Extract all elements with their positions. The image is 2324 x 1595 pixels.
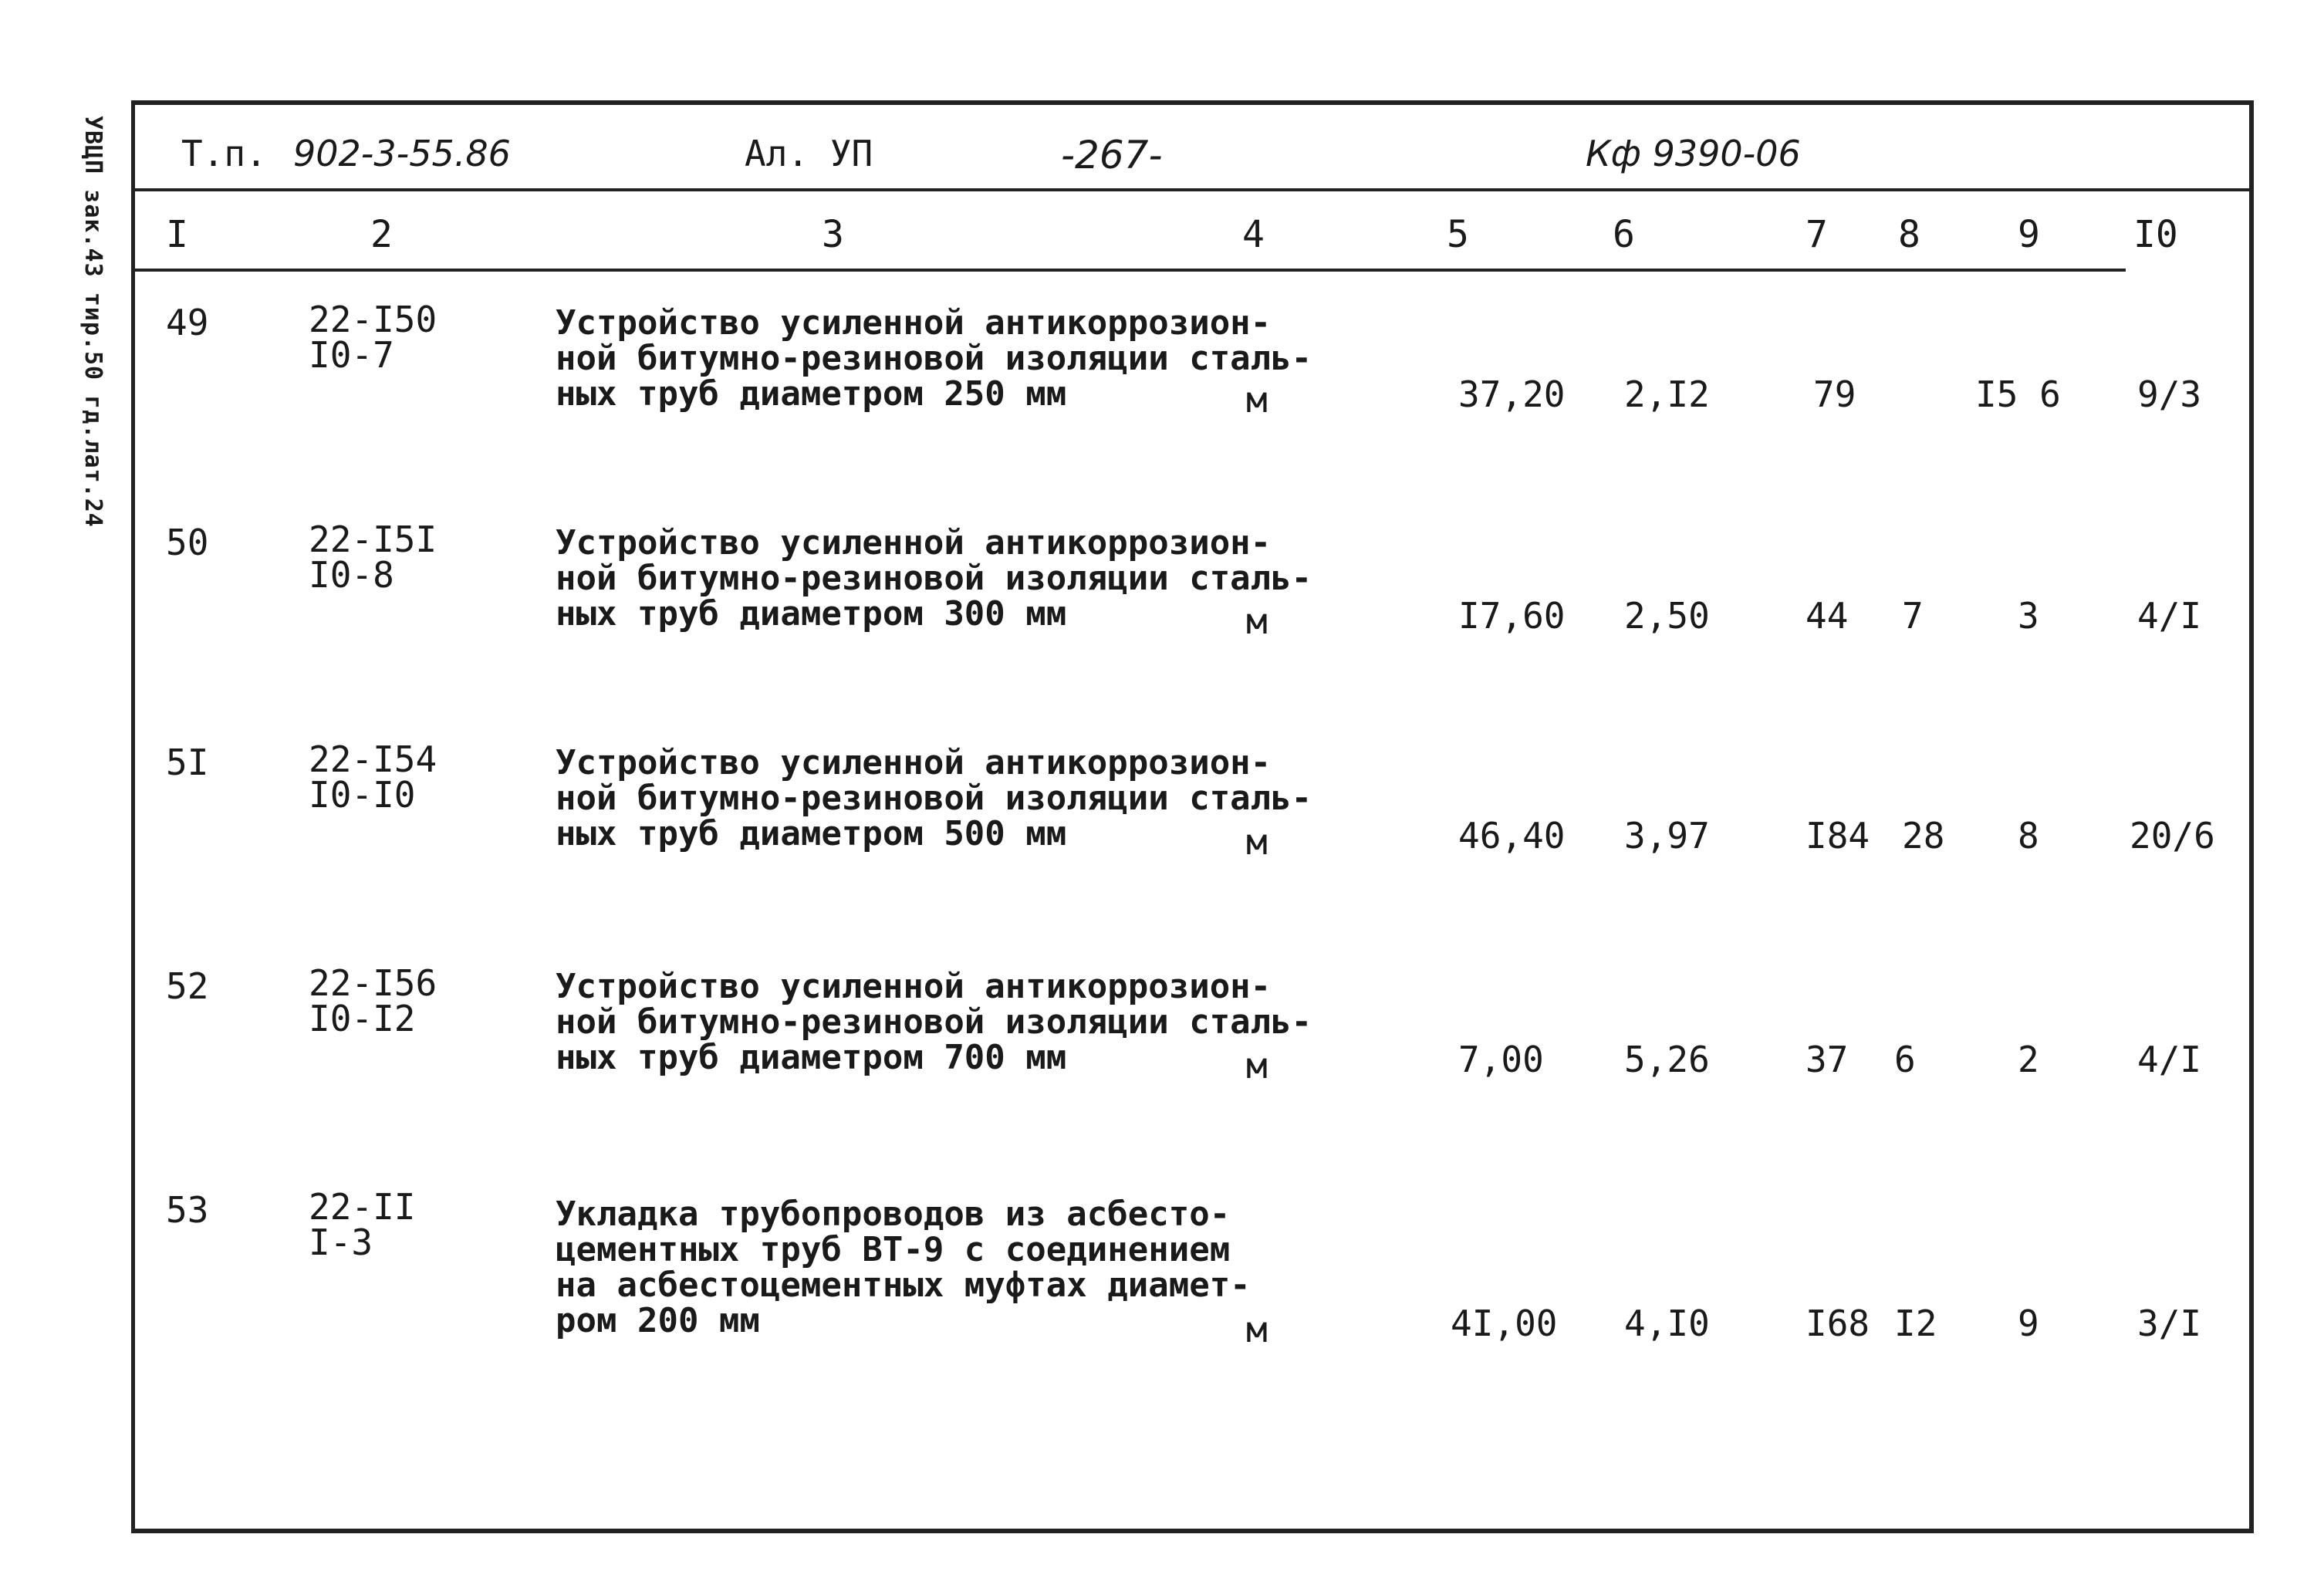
description-line: Укладка трубопроводов из асбесто- xyxy=(556,1195,1231,1234)
cell-col6: 2,I2 xyxy=(1624,373,1710,415)
norm-code: 22-II xyxy=(309,1186,416,1228)
col-number: I0 xyxy=(2133,213,2178,256)
unit: м xyxy=(1246,1045,1268,1086)
description-line: ных труб диаметром 300 мм xyxy=(556,594,1067,634)
col-number: 6 xyxy=(1613,213,1635,256)
unit: м xyxy=(1246,1309,1268,1350)
description-line: Устройство усиленной антикоррозион- xyxy=(556,743,1272,782)
description-line: ной битумно-резиновой изоляции сталь- xyxy=(556,1002,1312,1042)
side-note-text: УВЦП зак.43 тир.50 гд.лат.24 xyxy=(79,116,106,528)
cell-col10: 4/I xyxy=(2137,595,2202,637)
norm-subcode: I0-I2 xyxy=(309,998,416,1039)
cell-col5: 7,00 xyxy=(1458,1039,1544,1080)
cell-col9: 8 xyxy=(2018,815,2039,857)
cell-col6: 4,I0 xyxy=(1624,1303,1710,1344)
description-line: ной битумно-резиновой изоляции сталь- xyxy=(556,339,1312,378)
cell-col7: I84 xyxy=(1805,815,1870,857)
cell-col6: 2,50 xyxy=(1624,595,1710,637)
cell-col5: I7,60 xyxy=(1458,595,1566,637)
description-line: Устройство усиленной антикоррозион- xyxy=(556,303,1272,343)
header-doc-code: Кф 9390-06 xyxy=(1586,133,1801,174)
cell-col8: 7 xyxy=(1902,595,1924,637)
cell-col9: 3 xyxy=(2018,595,2039,637)
description-line: цементных труб ВТ-9 с соединением xyxy=(556,1230,1231,1269)
cell-col6: 3,97 xyxy=(1624,815,1710,857)
col-number: 2 xyxy=(370,213,393,256)
row-number: 53 xyxy=(166,1189,209,1231)
header-page-number: -267- xyxy=(1061,133,1163,177)
cell-col5: 46,40 xyxy=(1458,815,1566,857)
cell-col7: I68 xyxy=(1805,1303,1870,1344)
description-line: Устройство усиленной антикоррозион- xyxy=(556,523,1272,563)
description-line: ных труб диаметром 700 мм xyxy=(556,1038,1067,1077)
description-line: Устройство усиленной антикоррозион- xyxy=(556,967,1272,1006)
description-line: ной битумно-резиновой изоляции сталь- xyxy=(556,559,1312,598)
cell-col8: 28 xyxy=(1902,815,1945,857)
cell-col9: 2 xyxy=(2018,1039,2039,1080)
description-line: на асбестоцементных муфтах диамет- xyxy=(556,1266,1251,1305)
norm-code: 22-I5I xyxy=(309,519,437,560)
column-header-divider xyxy=(135,269,2126,272)
norm-code: 22-I56 xyxy=(309,962,437,1004)
col-number: 5 xyxy=(1447,213,1469,256)
norm-subcode: I0-8 xyxy=(309,554,394,596)
col-number: 8 xyxy=(1898,213,1920,256)
header-project-code: 902-3-55.86 xyxy=(293,133,511,174)
cell-col8: 6 xyxy=(1894,1039,1916,1080)
cell-col5: 4I,00 xyxy=(1451,1303,1558,1344)
norm-code: 22-I54 xyxy=(309,738,437,780)
cell-col9: I5 6 xyxy=(1975,373,2061,415)
unit: м xyxy=(1246,600,1268,642)
row-number: 52 xyxy=(166,965,209,1007)
cell-col10: 3/I xyxy=(2137,1303,2202,1344)
description-line: ром 200 мм xyxy=(556,1301,760,1340)
row-number: 50 xyxy=(166,522,209,563)
description-line: ной битумно-резиновой изоляции сталь- xyxy=(556,779,1312,818)
cell-col8: I2 xyxy=(1894,1303,1937,1344)
header-divider xyxy=(135,188,2249,191)
description-line: ных труб диаметром 250 мм xyxy=(556,374,1067,414)
document-frame xyxy=(131,100,2254,1533)
side-margin-note xyxy=(68,116,114,528)
cell-col7: 79 xyxy=(1813,373,1856,415)
cell-col5: 37,20 xyxy=(1458,373,1566,415)
norm-subcode: I-3 xyxy=(309,1222,373,1263)
cell-col7: 37 xyxy=(1805,1039,1849,1080)
col-number: 4 xyxy=(1242,213,1265,256)
row-number: 49 xyxy=(166,302,209,343)
col-number: I xyxy=(166,213,188,256)
header-album: Ал. УП xyxy=(745,133,873,174)
col-number: 9 xyxy=(2018,213,2040,256)
norm-code: 22-I50 xyxy=(309,299,437,340)
norm-subcode: I0-I0 xyxy=(309,774,416,816)
header-project-label: Т.п. xyxy=(181,133,267,174)
cell-col7: 44 xyxy=(1805,595,1849,637)
cell-col6: 5,26 xyxy=(1624,1039,1710,1080)
norm-subcode: I0-7 xyxy=(309,334,394,376)
unit: м xyxy=(1246,821,1268,863)
unit: м xyxy=(1246,379,1268,421)
col-number: 3 xyxy=(822,213,844,256)
cell-col9: 9 xyxy=(2018,1303,2039,1344)
description-line: ных труб диаметром 500 мм xyxy=(556,814,1067,853)
cell-col10: 9/3 xyxy=(2137,373,2202,415)
row-number: 5I xyxy=(166,742,209,783)
cell-col10: 4/I xyxy=(2137,1039,2202,1080)
col-number: 7 xyxy=(1805,213,1828,256)
cell-col10: 20/6 xyxy=(2130,815,2215,857)
